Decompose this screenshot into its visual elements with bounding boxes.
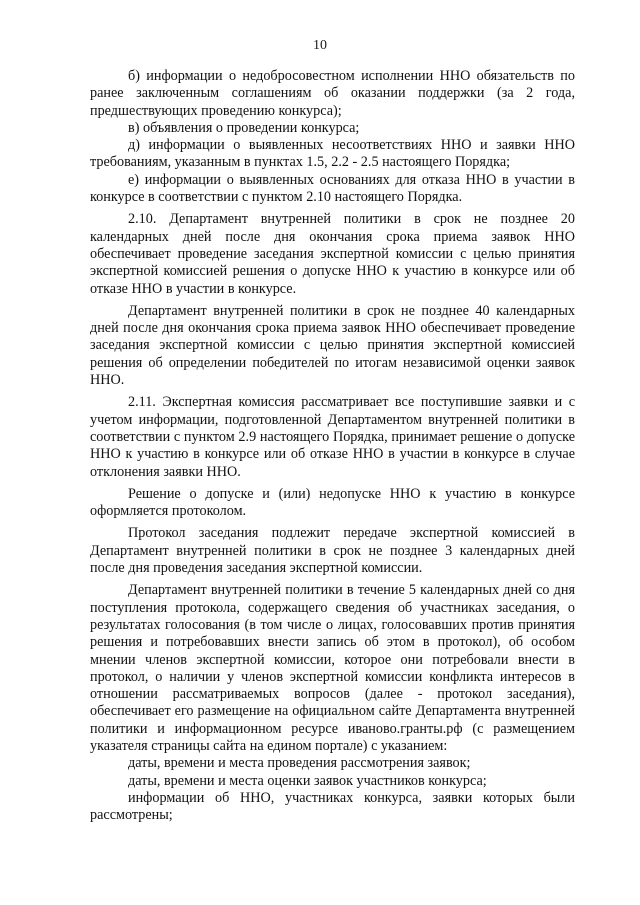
paragraph-item-d: д) информации о выявленных несоответствиях ННО и заявки ННО требованиям, указанным в пунктах 1.5, 2.2 - 2.5 настоящего Порядка; xyxy=(90,137,575,171)
paragraph-clause-2-10-winners: Департамент внутренней политики в срок не позднее 40 календарных дней после дня окончания срока приема заявок ННО обеспечивает проведение заседания экспертной комиссии с целью принятия экспертной комиссией решения об определении победителей по итогам независимой оценки заявок ННО. xyxy=(90,302,575,389)
paragraph-item-e: е) информации о выявленных основаниях для отказа ННО в участии в конкурсе в соответствии с пунктом 2.10 настоящего Порядка. xyxy=(90,171,575,206)
list-item-evaluation-date: даты, времени и места оценки заявок участников конкурса; xyxy=(128,772,487,789)
list-item-review-date: даты, времени и места проведения рассмотрения заявок; xyxy=(128,755,471,772)
page-number: 10 xyxy=(313,38,327,53)
document-body xyxy=(90,68,575,824)
paragraph-item-v: в) объявления о проведении конкурса; xyxy=(128,119,360,136)
paragraph-protocol-publication: Департамент внутренней политики в течение 5 календарных дней со дня поступления протокола, содержащего сведения об участниках заседания, о результатах голосования (в том числе о лицах, голосовавших против принятия решения и потребовавших внести запись об этом в протокол), об особом мнении членов экспертной комиссии, которое они потребовали внести в протокол, о наличии у членов экспертной комиссии конфликта интересов в отношении рассматриваемых вопросов (далее - протокол заседания), обеспечивает его размещение на официальном сайте Департамента внутренней политики и информационном ресурсе иваново.гранты.рф (с размещением указателя страницы сайта на едином портале) с указанием: xyxy=(90,582,575,754)
paragraph-protocol-transfer: Протокол заседания подлежит передаче экспертной комиссией в Департамент внутренней политики в срок не позднее 3 календарных дней после дня проведения заседания экспертной комиссии. xyxy=(90,525,575,577)
paragraph-decision-protocol: Решение о допуске и (или) недопуске ННО к участию в конкурсе оформляется протоколом. xyxy=(90,485,575,520)
paragraph-item-b: б) информации о недобросовестном исполнении ННО обязательств по ранее заключенным соглашениям об оказании поддержки (за 2 года, предшествующих проведению конкурса); xyxy=(90,68,575,119)
paragraph-clause-2-10: 2.10. Департамент внутренней политики в срок не позднее 20 календарных дней после дня окончания срока приема заявок ННО обеспечивает проведение заседания экспертной комиссии с целью принятия экспертной комиссией решения о допуске ННО к участию в конкурсе или об отказе ННО в участии в конкурсе. xyxy=(90,211,575,297)
paragraph-clause-2-11: 2.11. Экспертная комиссия рассматривает все поступившие заявки и с учетом информации, подготовленной Департаментом внутренней политики в соответствии с пунктом 2.9 настоящего Порядка, принимает решение о допуске ННО к участию в конкурсе или об отказе ННО в участии в конкурсе в случае отклонения заявки ННО. xyxy=(90,394,575,480)
list-item-nno-info: информации об ННО, участниках конкурса, заявки которых были рассмотрены; xyxy=(90,789,575,824)
